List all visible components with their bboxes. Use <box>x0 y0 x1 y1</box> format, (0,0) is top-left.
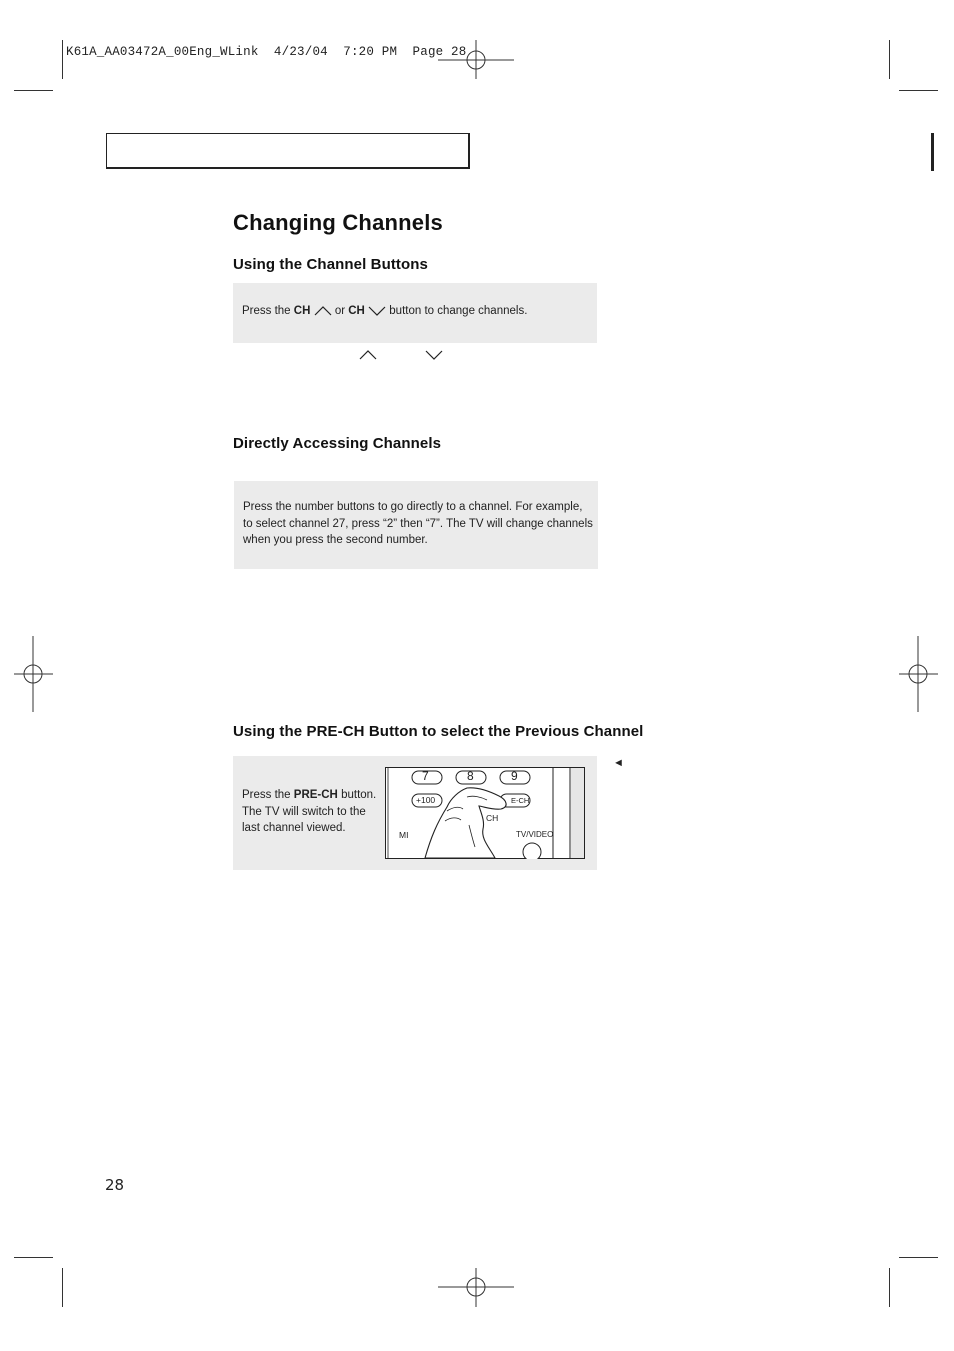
page-number: 28 <box>105 1176 125 1194</box>
remote-key-100: +100 <box>416 795 436 805</box>
chevron-up-icon <box>359 350 377 360</box>
section-heading-direct-access: Directly Accessing Channels <box>233 435 442 452</box>
instruction-panel-direct-access <box>234 481 598 569</box>
section-heading-prech: Using the PRE-CH Button to select the Previous Channel <box>233 723 644 740</box>
ch-label: CH <box>293 305 311 317</box>
instruction-text: Press the CH or CH button to change channels. <box>242 305 528 317</box>
instruction-panel-prech <box>233 756 597 870</box>
remote-key-tvvideo: TV/VIDEO <box>516 830 554 839</box>
chevron-up-icon <box>314 306 332 316</box>
pointer-arrow-icon: ◄ <box>613 757 624 769</box>
remote-key-prech: E-CH <box>511 796 530 805</box>
chevron-down-icon <box>368 306 386 316</box>
header-box <box>106 133 470 169</box>
instruction-text: Press the PRE-CH button. The TV will switch to the last channel viewed. <box>242 789 377 834</box>
page-title: Changing Channels <box>233 210 443 235</box>
remote-key-9: 9 <box>511 769 518 783</box>
remote-key-8: 8 <box>467 769 474 783</box>
instruction-text: Press the number buttons to go directly to a channel. For example, to select channel 27, press “2” then “7”. The TV will change channels when you press the second number. <box>243 501 593 546</box>
instruction-panel-channel-buttons <box>233 283 597 343</box>
chevron-down-icon <box>425 350 443 360</box>
ch-label: CH <box>348 305 365 317</box>
remote-labels <box>385 767 585 859</box>
print-slug: K61A_AA03472A_00Eng_WLink 4/23/04 7:20 PM Page 28 <box>66 45 467 59</box>
prech-label: PRE-CH <box>293 789 338 801</box>
remote-key-mute: MI <box>399 830 409 840</box>
remote-key-ch: CH <box>486 813 499 823</box>
side-marker <box>931 133 934 171</box>
remote-key-7: 7 <box>422 769 429 783</box>
section-heading-channel-buttons: Using the Channel Buttons <box>233 256 428 273</box>
